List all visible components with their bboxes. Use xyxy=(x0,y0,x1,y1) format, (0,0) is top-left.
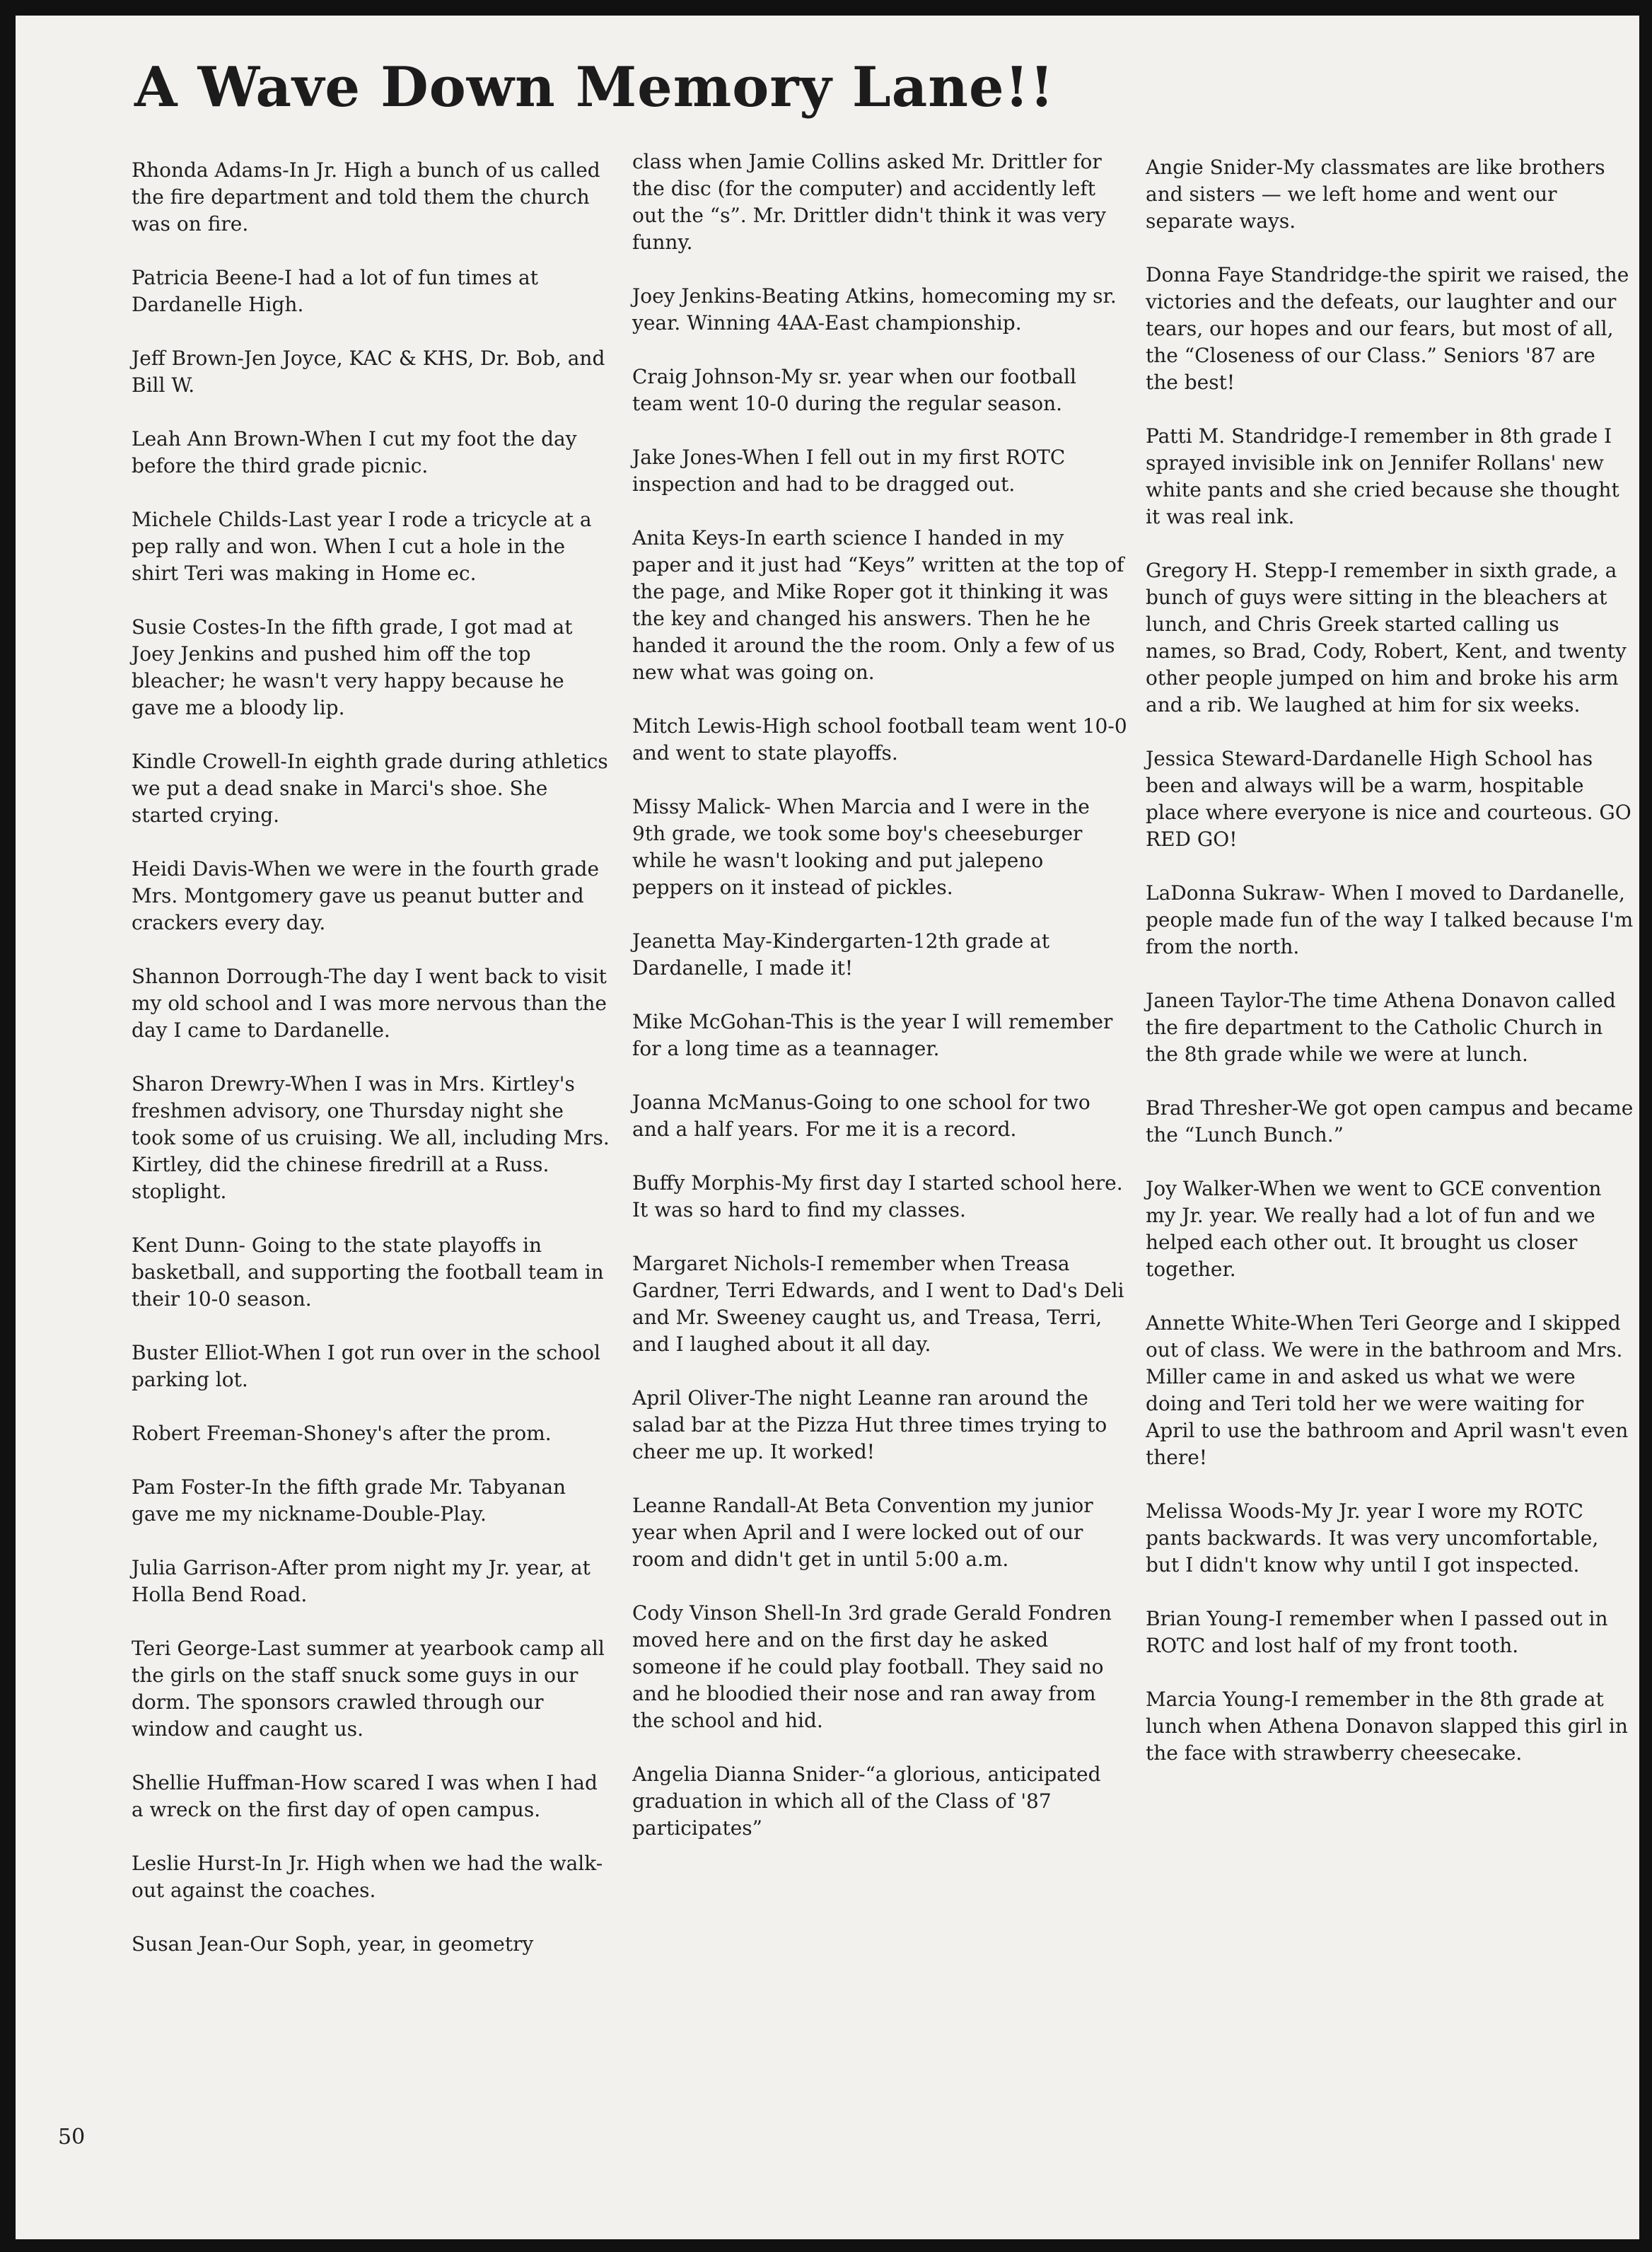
memory-entry: Patricia Beene-I had a lot of fun times at Dardanelle High. xyxy=(132,266,538,316)
memory-entry: Patti M. Standridge-I remember in 8th grade I sprayed invisible ink on Jennifer Rollans' new white pants and she cried because she thought it was real ink. xyxy=(1146,424,1619,528)
memory-entry: class when Jamie Collins asked Mr. Drittler for the disc (for the computer) and accidently left out the “s”. Mr. Drittler didn't think it was very funny. xyxy=(632,150,1106,254)
memory-entry: April Oliver-The night Leanne ran around the salad bar at the Pizza Hut three times trying to cheer me up. It worked! xyxy=(632,1386,1107,1463)
page-number: 50 xyxy=(58,2125,86,2149)
memory-entry: Gregory H. Stepp-I remember in sixth grade, a bunch of guys were sitting in the bleachers at lunch, and Chris Greek started calling us names, so Brad, Cody, Robert, Kent, and twenty other people jumped on him and broke his arm and a rib. We laughed at him for six weeks. xyxy=(1146,559,1627,716)
memory-entry: LaDonna Sukraw- When I moved to Dardanelle, people made fun of the way I talked because I'm from the north. xyxy=(1146,881,1634,958)
memory-entry: Mitch Lewis-High school football team went 10-0 and went to state playoffs. xyxy=(632,714,1127,765)
memory-entry: Leslie Hurst-In Jr. High when we had the walk-out against the coaches. xyxy=(132,1852,603,1902)
memory-entry: Pam Foster-In the fifth grade Mr. Tabyanan gave me my nickname-Double-Play. xyxy=(132,1475,566,1526)
memory-entry: Marcia Young-I remember in the 8th grade at lunch when Athena Donavon slapped this girl in the face with strawberry cheesecake. xyxy=(1146,1688,1628,1765)
memory-entry: Joey Jenkins-Beating Atkins, homecoming my sr. year. Winning 4AA-East championship. xyxy=(632,284,1117,335)
memory-entry: Jessica Steward-Dardanelle High School has been and always will be a warm, hospitable place where everyone is nice and courteous. GO RED GO! xyxy=(1146,747,1631,851)
memory-entry: Annette White-When Teri George and I skipped out of class. We were in the bathroom and Mrs. Miller came in and asked us what we were doing and Teri told her we were waiting for April to use the bathroom and April wasn't even there! xyxy=(1146,1311,1629,1469)
memory-entry: Shellie Huffman-How scared I was when I had a wreck on the first day of open campus. xyxy=(132,1771,598,1821)
memory-entry: Buffy Morphis-My first day I started school here. It was so hard to find my classes. xyxy=(632,1171,1123,1221)
memory-entry: Kindle Crowell-In eighth grade during athletics we put a dead snake in Marci's shoe. She started crying. xyxy=(132,750,608,827)
memory-entry: Sharon Drewry-When I was in Mrs. Kirtley's freshmen advisory, one Thursday night she took some of us cruising. We all, including Mrs. Kirtley, did the chinese firedrill at a Russ. stoplight. xyxy=(132,1072,610,1203)
memory-entry: Teri George-Last summer at yearbook camp all the girls on the staff snuck some guys in our dorm. The sponsors crawled through our window and caught us. xyxy=(132,1637,605,1741)
memory-entry: Robert Freeman-Shoney's after the prom. xyxy=(132,1422,552,1445)
memory-entry: Susan Jean-Our Soph, year, in geometry xyxy=(132,1932,534,1956)
memory-entry: Buster Elliot-When I got run over in the school parking lot. xyxy=(132,1341,600,1391)
memory-entry: Angie Snider-My classmates are like brothers and sisters — we left home and went our separate ways. xyxy=(1146,156,1605,233)
memory-entry: Brian Young-I remember when I passed out in ROTC and lost half of my front tooth. xyxy=(1146,1607,1608,1657)
memory-entry: Cody Vinson Shell-In 3rd grade Gerald Fondren moved here and on the first day he asked someone if he could play football. They said no and he bloodied their nose and ran away from the school and hid. xyxy=(632,1601,1112,1732)
memory-entry: Janeen Taylor-The time Athena Donavon called the fire department to the Catholic Church in the 8th grade while we were at lunch. xyxy=(1146,989,1616,1066)
memory-entry: Kent Dunn- Going to the state playoffs in basketball, and supporting the football team in their 10-0 season. xyxy=(132,1234,604,1311)
memory-entry: Shannon Dorrough-The day I went back to visit my old school and I was more nervous than the day I came to Dardanelle. xyxy=(132,965,607,1042)
memory-entry: Jeff Brown-Jen Joyce, KAC & KHS, Dr. Bob, and Bill W. xyxy=(132,347,605,397)
memory-entry: Michele Childs-Last year I rode a tricycle at a pep rally and won. When I cut a hole in the shirt Teri was making in Home ec. xyxy=(132,508,592,585)
memory-entry: Mike McGohan-This is the year I will remember for a long time as a teannager. xyxy=(632,1010,1113,1060)
memory-entry: Brad Thresher-We got open campus and became the “Lunch Bunch.” xyxy=(1146,1096,1634,1147)
column-2 xyxy=(632,149,1127,1869)
memory-entry: Joanna McManus-Going to one school for two and a half years. For me it is a record. xyxy=(632,1091,1090,1141)
memory-entry: Jake Jones-When I fell out in my first ROTC inspection and had to be dragged out. xyxy=(632,446,1066,496)
memory-entry: Rhonda Adams-In Jr. High a bunch of us called the fire department and told them the church was on fire. xyxy=(132,158,600,236)
memory-entry: Julia Garrison-After prom night my Jr. year, at Holla Bend Road. xyxy=(132,1556,591,1606)
column-3 xyxy=(1146,154,1634,1794)
yearbook-page xyxy=(16,16,1639,2239)
memory-entry: Margaret Nichols-I remember when Treasa Gardner, Terri Edwards, and I went to Dad's Deli and Mr. Sweeney caught us, and Treasa, Terri, and I laughed about it all day. xyxy=(632,1252,1124,1356)
memory-entry: Craig Johnson-My sr. year when our football team went 10-0 during the regular season. xyxy=(632,365,1076,415)
memory-entry: Angelia Dianna Snider-“a glorious, anticipated graduation in which all of the Class of '87 participates” xyxy=(632,1763,1101,1840)
memory-entry: Melissa Woods-My Jr. year I wore my ROTC pants backwards. It was very uncomfortable, but I didn't know why until I got inspected. xyxy=(1146,1499,1599,1577)
memory-entry: Jeanetta May-Kindergarten-12th grade at Dardanelle, I made it! xyxy=(632,929,1050,980)
memory-entry: Heidi Davis-When we were in the fourth grade Mrs. Montgomery gave us peanut butter and crackers every day. xyxy=(132,857,600,934)
column-1 xyxy=(132,157,612,1985)
memory-entry: Anita Keys-In earth science I handed in my paper and it just had “Keys” written at the top of the page, and Mike Roper got it thinking it was the key and changed his answers. Then he he handed it around the the room. Only a few of us new what was going on. xyxy=(632,526,1124,684)
memory-entry: Donna Faye Standridge-the spirit we raised, the victories and the defeats, our laughter and our tears, our hopes and our fears, but most of all, the “Closeness of our Class.” Seniors '87 are the best! xyxy=(1146,263,1629,394)
memory-entry: Susie Costes-In the fifth grade, I got mad at Joey Jenkins and pushed him off the top bleacher; he wasn't very happy because he gave me a bloody lip. xyxy=(132,615,573,719)
page-title: A Wave Down Memory Lane!! xyxy=(134,55,1055,120)
memory-entry: Joy Walker-When we went to GCE convention my Jr. year. We really had a lot of fun and we helped each other out. It brought us closer together. xyxy=(1146,1177,1602,1281)
memory-entry: Leah Ann Brown-When I cut my foot the day before the third grade picnic. xyxy=(132,427,577,477)
memory-entry: Missy Malick- When Marcia and I were in the 9th grade, we took some boy's cheeseburger while he wasn't looking and put jalepeno peppers on it instead of pickles. xyxy=(632,795,1090,899)
memory-entry: Leanne Randall-At Beta Convention my junior year when April and I were locked out of our room and didn't get in until 5:00 a.m. xyxy=(632,1494,1093,1571)
